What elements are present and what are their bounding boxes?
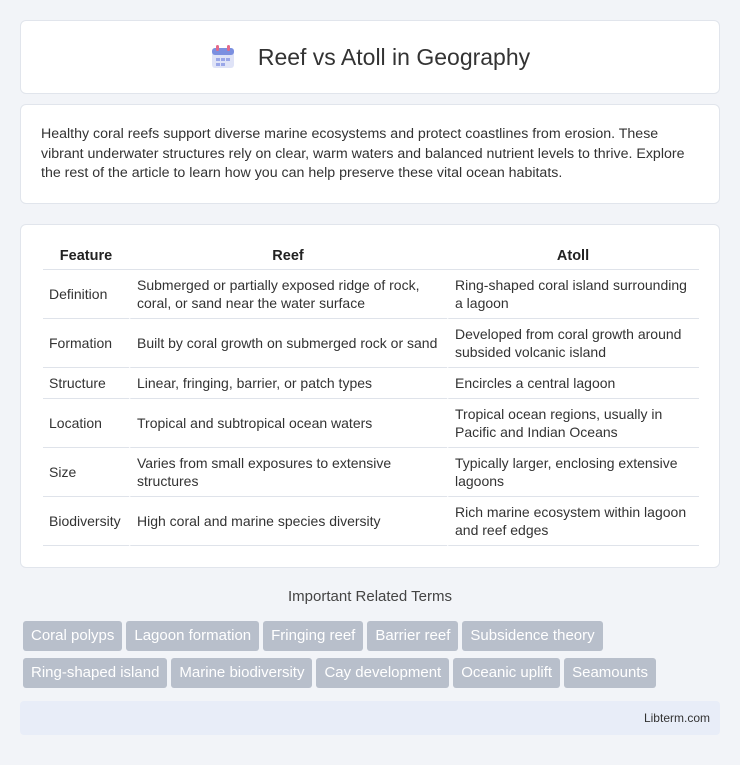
term-tag[interactable]: Subsidence theory bbox=[462, 621, 602, 651]
intro-card bbox=[20, 104, 720, 204]
table-row bbox=[43, 319, 699, 368]
term-tag[interactable]: Fringing reef bbox=[263, 621, 363, 651]
term-tag[interactable]: Ring-shaped island bbox=[23, 658, 167, 688]
page-title: Reef vs Atoll in Geography bbox=[257, 43, 531, 70]
row-feature: Size bbox=[43, 448, 129, 497]
table-row bbox=[43, 448, 699, 497]
table-header-row bbox=[43, 243, 699, 270]
row-feature: Formation bbox=[43, 319, 129, 368]
row-feature: Structure bbox=[43, 368, 129, 399]
header-card bbox=[20, 20, 720, 94]
row-feature: Definition bbox=[43, 270, 129, 319]
intro-text: Healthy coral reefs support diverse marine ecosystems and protect coastlines from erosion. These vibrant underwater structures rely on clear, warm waters and balanced nutrient levels to thrive. Explore the rest of the article to learn how you can help preserve these vital ocean habitats. bbox=[41, 126, 685, 181]
comparison-table bbox=[43, 243, 699, 546]
column-header-atoll: Atoll bbox=[447, 243, 699, 270]
row-feature: Biodiversity bbox=[43, 497, 129, 546]
term-tag[interactable]: Barrier reef bbox=[367, 621, 458, 651]
footer bbox=[20, 701, 720, 735]
term-tag[interactable]: Coral polyps bbox=[23, 621, 122, 651]
atoll-cell: Rich marine ecosystem within lagoon and reef edges bbox=[447, 497, 699, 546]
term-tag[interactable]: Oceanic uplift bbox=[453, 658, 560, 688]
atoll-cell: Ring-shaped coral island surrounding a lagoon bbox=[447, 270, 699, 319]
footer-link[interactable]: Libterm.com bbox=[643, 711, 710, 725]
reef-cell: Linear, fringing, barrier, or patch types bbox=[129, 368, 447, 399]
term-tag[interactable]: Marine biodiversity bbox=[171, 658, 312, 688]
atoll-cell: Typically larger, enclosing extensive lagoons bbox=[447, 448, 699, 497]
calendar-icon bbox=[210, 44, 236, 70]
reef-cell: Built by coral growth on submerged rock or sand bbox=[129, 319, 447, 368]
atoll-cell: Developed from coral growth around subsided volcanic island bbox=[447, 319, 699, 368]
comparison-card bbox=[20, 224, 720, 568]
table-row bbox=[43, 368, 699, 399]
atoll-cell: Tropical ocean regions, usually in Pacific and Indian Oceans bbox=[447, 399, 699, 448]
reef-cell: High coral and marine species diversity bbox=[129, 497, 447, 546]
term-tag[interactable]: Lagoon formation bbox=[126, 621, 259, 651]
column-header-feature: Feature bbox=[43, 243, 129, 270]
reef-cell: Submerged or partially exposed ridge of rock, coral, or sand near the water surface bbox=[129, 270, 447, 319]
reef-cell: Tropical and subtropical ocean waters bbox=[129, 399, 447, 448]
related-terms-title: Important Related Terms bbox=[288, 588, 452, 605]
atoll-cell: Encircles a central lagoon bbox=[447, 368, 699, 399]
term-tag[interactable]: Cay development bbox=[316, 658, 449, 688]
table-row bbox=[43, 497, 699, 546]
column-header-reef: Reef bbox=[129, 243, 447, 270]
table-row bbox=[43, 399, 699, 448]
reef-cell: Varies from small exposures to extensive structures bbox=[129, 448, 447, 497]
term-tag[interactable]: Seamounts bbox=[564, 658, 656, 688]
row-feature: Location bbox=[43, 399, 129, 448]
table-row bbox=[43, 270, 699, 319]
related-terms-list bbox=[23, 621, 723, 695]
